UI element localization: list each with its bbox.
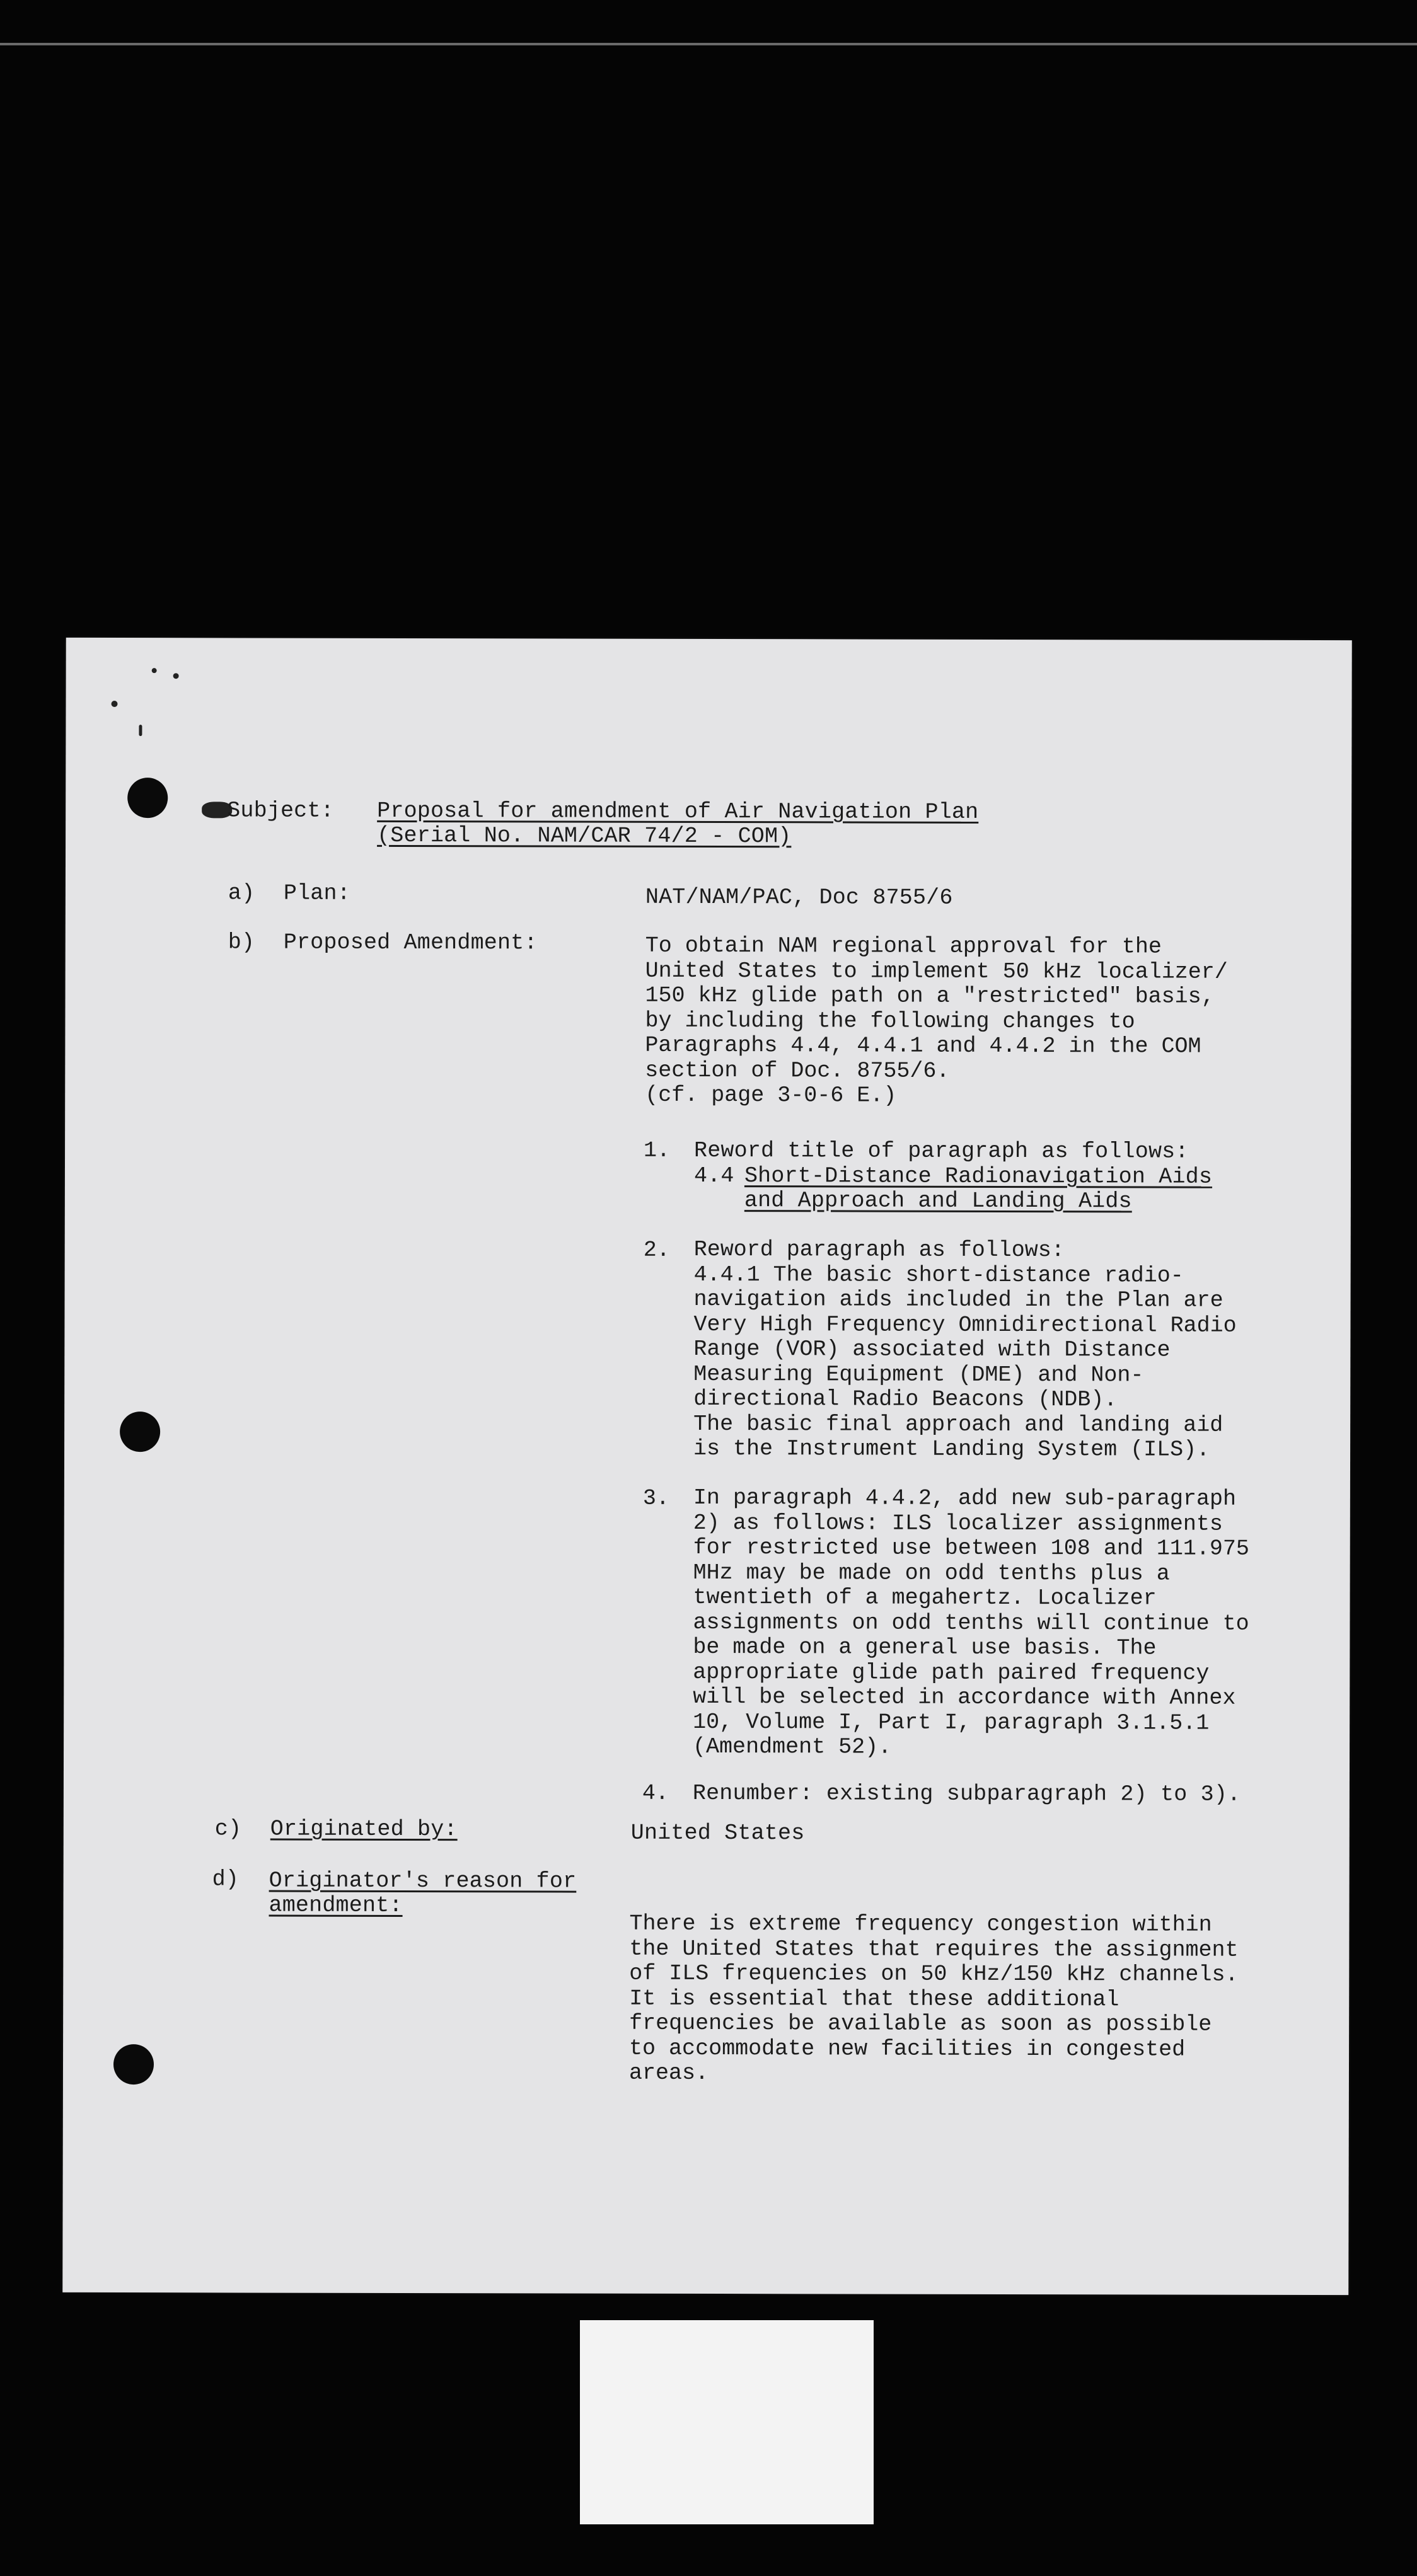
item-3-number: 3. [642,1485,669,1511]
section-b-marker: b) [228,929,255,955]
proposed-amendment-intro: To obtain NAM regional approval for the United States to implement 50 kHz localizer/ 150 kHz glide path on a "restricted" basis, by including the following changes to Paragraphs 4.4, 4.4.1 and 4.4.2 in the COM section of Doc. 8755/6. (cf. page 3-0-6 E.) [645,933,1228,1108]
item-2-text: Reword paragraph as follows: 4.4.1 The basic short-distance radio- navigation aids included in the Plan are Very High Frequency Omnidirectional Radio Range (VOR) associated with Distance Measuring Equipment (DME) and Non- directional Radio Beacons (NDB). The basic final approach and landing aid is the Instrument Landing System (ILS). [693,1236,1237,1463]
item-4-text: Renumber: existing subparagraph 2) to 3). [692,1780,1241,1807]
document-page [62,638,1351,2295]
punch-hole-bottom [113,2044,154,2084]
item-4-number: 4. [642,1780,669,1806]
reason-label-line-2: amendment: [269,1892,403,1918]
item-1-number: 1. [644,1137,671,1163]
reason-label-line-1: Originator's reason for [269,1868,577,1894]
plan-value: NAT/NAM/PAC, Doc 8755/6 [645,884,953,911]
ink-speck [173,673,179,679]
subject-line-1: Proposal for amendment of Air Navigation Plan [377,798,979,825]
item-1-heading-line-2: and Approach and Landing Aids [744,1188,1132,1214]
ink-speck [152,668,157,673]
section-c-marker: c) [214,1816,242,1842]
originated-by-value: United States [630,1820,805,1846]
subject-label: Subject: [227,798,334,824]
plan-label: Plan: [283,880,350,906]
subject-line-2: (Serial No. NAM/CAR 74/2 - COM) [377,822,792,849]
proposed-amendment-label: Proposed Amendment: [283,929,538,956]
section-a-marker: a) [228,880,255,906]
item-3-text: In paragraph 4.4.2, add new sub-paragraph 2) as follows: ILS localizer assignments for restricted use between 108 and 111.975 MHz may be made on odd tenths plus a twentieth of a megahertz. Localizer assignments on odd tenths will continue to be made on a general use basis. The appropriate glide path paired frequency will be selected in accordance with Annex 10, Volume I, Part I, paragraph 3.1.5.1 (Amendment 52). [693,1485,1249,1760]
item-1-heading-line-1: Short-Distance Radionavigation Aids [744,1163,1213,1190]
punch-hole-top [127,778,168,818]
ink-speck [112,701,118,707]
reason-value: There is extreme frequency congestion within the United States that requires the assignment of ILS frequencies on 50 kHz/150 kHz channels. It is essential that these additional frequencies be available as soon as possible to accommodate new facilities in congested areas. [628,1911,1239,2086]
film-edge-line [0,43,1417,45]
item-1-text: Reword title of paragraph as follows: [694,1137,1189,1164]
section-d-marker: d) [212,1866,240,1892]
blank-card [580,2320,874,2524]
item-1-heading-number: 4.4 [693,1163,734,1189]
originated-by-label: Originated by: [270,1816,458,1843]
punch-hole-middle [120,1412,160,1452]
item-2-number: 2. [643,1237,670,1263]
ink-speck [139,725,142,736]
